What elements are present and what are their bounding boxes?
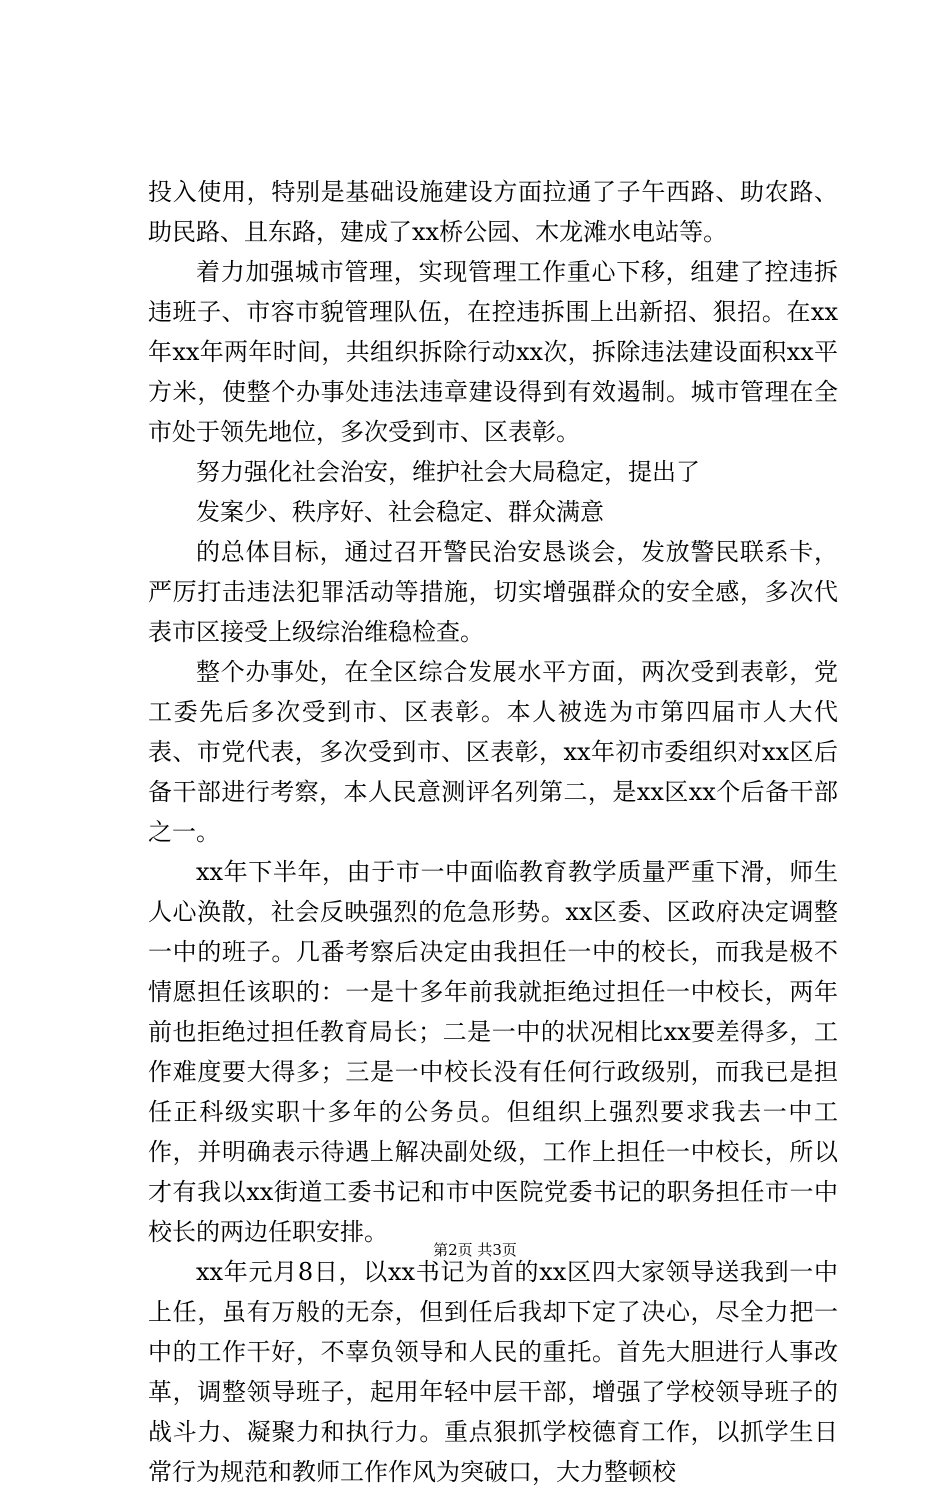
paragraph: 投入使用，特别是基础设施建设方面拉通了子午西路、助农路、助民路、且东路，建成了xx桥公园、木龙滩水电站等。: [148, 178, 838, 246]
paragraph: 整个办事处，在全区综合发展水平方面，两次受到表彰，党工委先后多次受到市、区表彰。本人被选为市第四届市人大代表、市党代表，多次受到市、区表彰，xx年初市委组织对xx区后备干部进行考察，本人民意测评名列第二，是xx区xx个后备干部之一。: [148, 658, 838, 846]
paragraph: 努力强化社会治安，维护社会大局稳定，提出了: [196, 458, 700, 486]
page-number-footer: 第2页 共3页: [433, 1241, 517, 1259]
paragraph: xx年下半年，由于市一中面临教育教学质量严重下滑，师生人心涣散，社会反映强烈的危急形势。xx区委、区政府决定调整一中的班子。几番考察后决定由我担任一中的校长，而我是极不情愿担任该职的：一是十多年前我就拒绝过担任一中校长，两年前也拒绝过担任教育局长；二是一中的状况相比xx要差得多，工作难度要大得多；三是一中校长没有任何行政级别，而我已是担任正科级实职十多年的公务员。但组织上强烈要求我去一中工作，并明确表示待遇上解决副处级，工作上担任一中校长，所以才有我以xx街道工委书记和市中医院党委书记的职务担任市一中校长的两边任职安排。: [148, 858, 838, 1246]
document-body: [148, 172, 838, 1492]
paragraph: 着力加强城市管理，实现管理工作重心下移，组建了控违拆违班子、市容市貌管理队伍，在控违拆围上出新招、狠招。在xx年xx年两年时间，共组织拆除行动xx次，拆除违法建设面积xx平方米，使整个办事处违法违章建设得到有效遏制。城市管理在全市处于领先地位，多次受到市、区表彰。: [148, 258, 838, 446]
paragraph: xx年元月8日，以xx书记为首的xx区四大家领导送我到一中上任，虽有万般的无奈，但到任后我却下定了决心，尽全力把一中的工作干好，不辜负领导和人民的重托。首先大胆进行人事改革，调整领导班子，起用年轻中层干部，增强了学校领导班子的战斗力、凝聚力和执行力。重点狠抓学校德育工作，以抓学生日常行为规范和教师工作作风为突破口，大力整顿校: [148, 1258, 838, 1486]
paragraph: 发案少、秩序好、社会稳定、群众满意: [196, 498, 604, 526]
paragraph: 的总体目标，通过召开警民治安恳谈会，发放警民联系卡，严厉打击违法犯罪活动等措施，切实增强群众的安全感，多次代表市区接受上级综治维稳检查。: [148, 538, 838, 646]
